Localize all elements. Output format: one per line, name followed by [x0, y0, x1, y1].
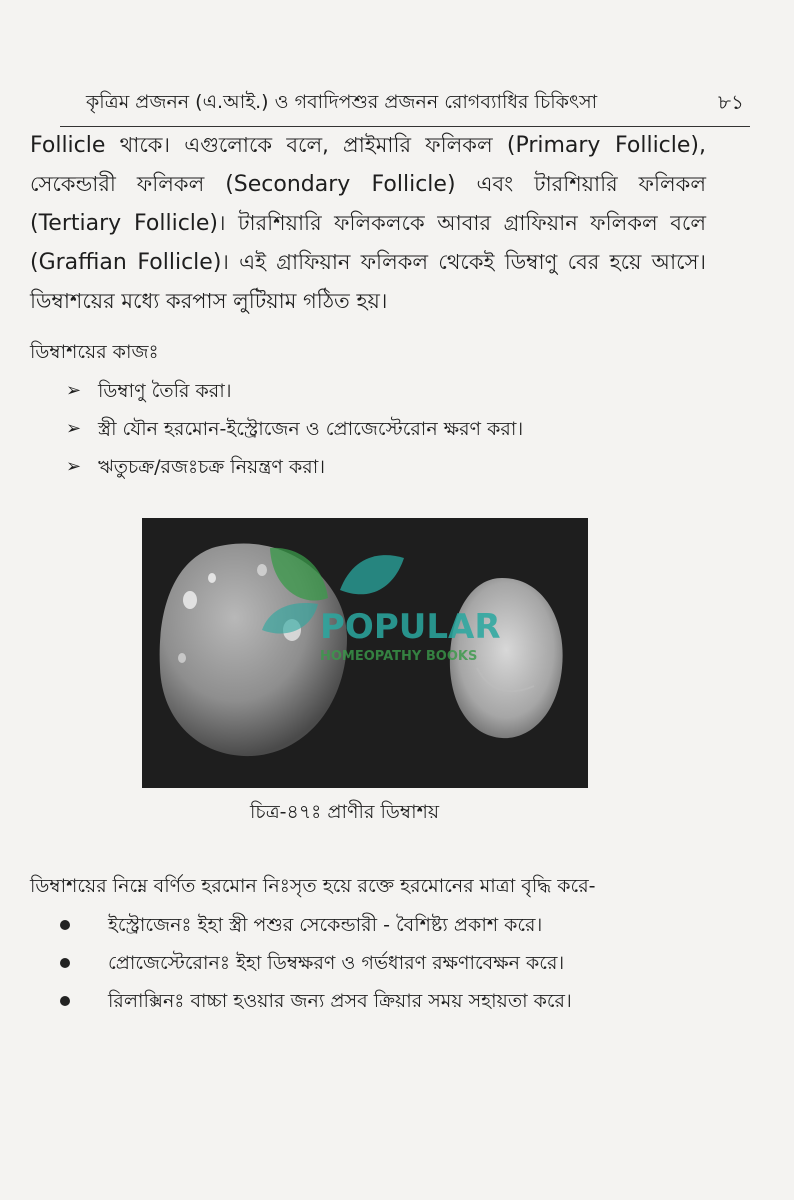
- bullet-dot-icon: [60, 920, 70, 930]
- list-item-text: ডিম্বাণু তৈরি করা।: [98, 380, 232, 402]
- list-item-text: প্রোজেস্টেরোনঃ ইহা ডিম্বক্ষরণ ও গর্ভধারণ রক্ষণাবেক্ষন করে।: [108, 952, 565, 974]
- page-number: ৮১: [718, 90, 744, 114]
- body-paragraph: [30, 126, 706, 320]
- list-item-text: স্ত্রী যৌন হরমোন-ইস্ট্রোজেন ও প্রোজেস্টেরোন ক্ষরণ করা।: [98, 418, 524, 440]
- text-segment: সেকেন্ডারী ফলিকল: [30, 172, 226, 196]
- ovary-photo: [142, 518, 588, 788]
- list-item: [60, 944, 572, 982]
- functions-list: [66, 372, 523, 486]
- list-item: [66, 372, 523, 410]
- bullet-dot-icon: [60, 996, 70, 1006]
- hormones-list: [60, 906, 572, 1020]
- list-item: [66, 448, 523, 486]
- watermark-logo: [142, 518, 588, 788]
- arrow-bullet-icon: ➢: [66, 418, 82, 439]
- text-segment: এবং টারশিয়ারি ফলিকল: [455, 172, 706, 196]
- term-graffian-follicle: (Graffian Follicle): [30, 250, 222, 275]
- term-secondary-follicle: (Secondary Follicle): [225, 172, 456, 197]
- list-item: [60, 906, 572, 944]
- watermark-main-text: POPULAR: [320, 607, 501, 647]
- term-primary-follicle: (Primary Follicle),: [506, 133, 706, 158]
- text-segment: । টারশিয়ারি ফলিকলকে আবার গ্রাফিয়ান ফলিকল বলে: [218, 211, 706, 235]
- functions-heading: ডিম্বাশয়ের কাজঃ: [30, 341, 159, 363]
- figure-caption: চিত্র-৪৭ঃ প্রাণীর ডিম্বাশয়: [250, 801, 440, 823]
- running-title: কৃত্রিম প্রজনন (এ.আই.) ও গবাদিপশুর প্রজনন রোগব্যাধির চিকিৎসা: [86, 91, 598, 113]
- arrow-bullet-icon: ➢: [66, 380, 82, 401]
- hormones-lead: ডিম্বাশয়ের নিম্নে বর্ণিত হরমোন নিঃসৃত হয়ে রক্তে হরমোনের মাত্রা বৃদ্ধি করে-: [30, 875, 596, 897]
- list-item: [66, 410, 523, 448]
- list-item-text: রিলাক্সিনঃ বাচ্চা হওয়ার জন্য প্রসব ক্রিয়ার সময় সহায়তা করে।: [108, 990, 572, 1012]
- running-header: [60, 88, 750, 127]
- text-segment: । এই গ্রাফিয়ান ফলিকল থেকেই ডিম্বাণু বের হয়ে আসে। ডিম্বাশয়ের মধ্যে করপাস লুটিয়াম গঠিত হয়।: [30, 250, 706, 313]
- list-item: [60, 982, 572, 1020]
- list-item-text: ইস্ট্রোজেনঃ ইহা স্ত্রী পশুর সেকেন্ডারী - বৈশিষ্ট্য প্রকাশ করে।: [108, 914, 543, 936]
- watermark-sub-text: HOMEOPATHY BOOKS: [320, 649, 478, 664]
- term-follicle: Follicle: [30, 133, 106, 158]
- term-tertiary-follicle: (Tertiary Follicle): [30, 211, 219, 236]
- bullet-dot-icon: [60, 958, 70, 968]
- text-segment: থাকে। এগুলোকে বলে, প্রাইমারি ফলিকল: [105, 133, 507, 157]
- list-item-text: ঋতুচক্র/রজঃচক্র নিয়ন্ত্রণ করা।: [98, 456, 326, 478]
- arrow-bullet-icon: ➢: [66, 456, 82, 477]
